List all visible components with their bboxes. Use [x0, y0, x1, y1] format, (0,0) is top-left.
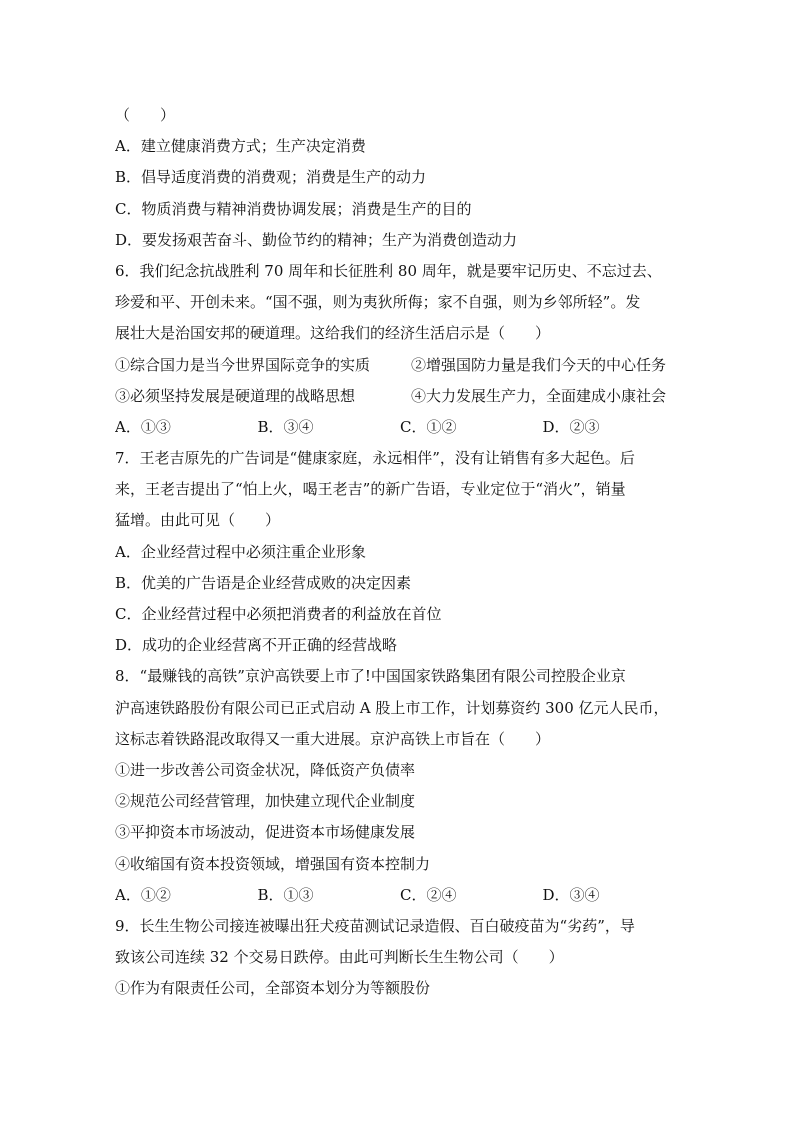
question-8-option-d: D．③④: [542, 885, 600, 904]
question-5-option-a: A．建立健康消费方式；生产决定消费: [115, 137, 366, 156]
question-8-option-a: A．①②: [115, 885, 171, 904]
question-5-option-d: D．要发扬艰苦奋斗、勤俭节约的精神；生产为消费创造动力: [115, 230, 518, 249]
question-6-options: [115, 412, 685, 443]
question-7-stem-line-1: 7．王老吉原先的广告词是“健康家庭，永远相伴”，没有让销售有多大起色。后: [115, 449, 635, 468]
question-9-item-1: ①作为有限责任公司，全部资本划分为等额股份: [115, 979, 431, 998]
question-9-stem-line-1: 9．长生生物公司接连被曝出狂犬疫苗测试记录造假、百白破疫苗为“劣药”，导: [115, 916, 635, 935]
question-6-stem-line-1: 6．我们纪念抗战胜利 70 周年和长征胜利 80 周年，就是要牢记历史、不忘过去、: [115, 261, 662, 280]
question-8-stem-line-2: 沪高速铁路股份有限公司已正式启动 A 股上市工作，计划募资约 300 亿元人民币，: [115, 698, 669, 717]
question-8-item-4: ④收缩国有资本投资领域，增强国有资本控制力: [115, 854, 431, 873]
question-6-item-4: ④大力发展生产力，全面建成小康社会: [411, 386, 667, 405]
question-list: [115, 100, 685, 1004]
question-7-stem-line-2: 来，王老吉提出了“怕上火，喝王老吉”的新广告语，专业定位于“消火”，销量: [115, 480, 626, 499]
question-5-option-b: B．倡导适度消费的消费观；消费是生产的动力: [115, 168, 427, 187]
question-6-option-d: D．②③: [542, 417, 600, 436]
question-8-option-c: C．②④: [400, 885, 457, 904]
question-6-option-c: C．①②: [400, 417, 457, 436]
question-8-item-2: ②规范公司经营管理，加快建立现代企业制度: [115, 792, 416, 811]
question-7-option-c: C．企业经营过程中必须把消费者的利益放在首位: [115, 605, 442, 623]
question-6-item-3: ③必须坚持发展是硬道理的战略思想: [115, 386, 356, 405]
question-6-item-1: ①综合国力是当今世界国际竞争的实质: [115, 355, 371, 374]
question-8-item-3: ③平抑资本市场波动，促进资本市场健康发展: [115, 823, 416, 842]
question-8-options: [115, 880, 685, 911]
question-9-stem-line-2: 致该公司连续 32 个交易日跌停。由此可判断长生生物公司（ ）: [115, 948, 564, 967]
question-7-stem-line-3: 猛增。由此可见（ ）: [115, 511, 281, 530]
question-6-stem-line-2: 珍爱和平、开创未来。“国不强，则为夷狄所侮；家不自强，则为乡邻所轻”。发: [115, 293, 641, 312]
question-8-stem-line-3: 这标志着铁路混改取得又一重大进展。京沪高铁上市旨在（ ）: [115, 729, 551, 748]
question-8-stem-line-1: 8．“最赚钱的高铁”京沪高铁要上市了!中国国家铁路集团有限公司控股企业京: [115, 667, 626, 686]
question-8-option-b: B．①③: [257, 885, 314, 904]
question-7-option-d: D．成功的企业经营离不开正确的经营战略: [115, 636, 398, 655]
question-5-option-c: C．物质消费与精神消费协调发展；消费是生产的目的: [115, 199, 472, 218]
question-6-items-row-2: [115, 381, 685, 412]
question-6-option-a: A．①③: [115, 417, 171, 436]
question-6-stem-line-3: 展壮大是治国安邦的硬道理。这给我们的经济生活启示是（ ）: [115, 324, 551, 343]
question-7-option-b: B．优美的广告语是企业经营成败的决定因素: [115, 573, 412, 592]
question-7-option-a: A．企业经营过程中必须注重企业形象: [115, 542, 366, 561]
question-8-item-1: ①进一步改善公司资金状况，降低资产负债率: [115, 760, 416, 779]
question-6-items-row-1: [115, 350, 685, 381]
question-6-item-2: ②增强国防力量是我们今天的中心任务: [411, 355, 667, 374]
question-6-option-b: B．③④: [257, 417, 314, 436]
question-5-stem-end: （ ）: [115, 106, 176, 124]
